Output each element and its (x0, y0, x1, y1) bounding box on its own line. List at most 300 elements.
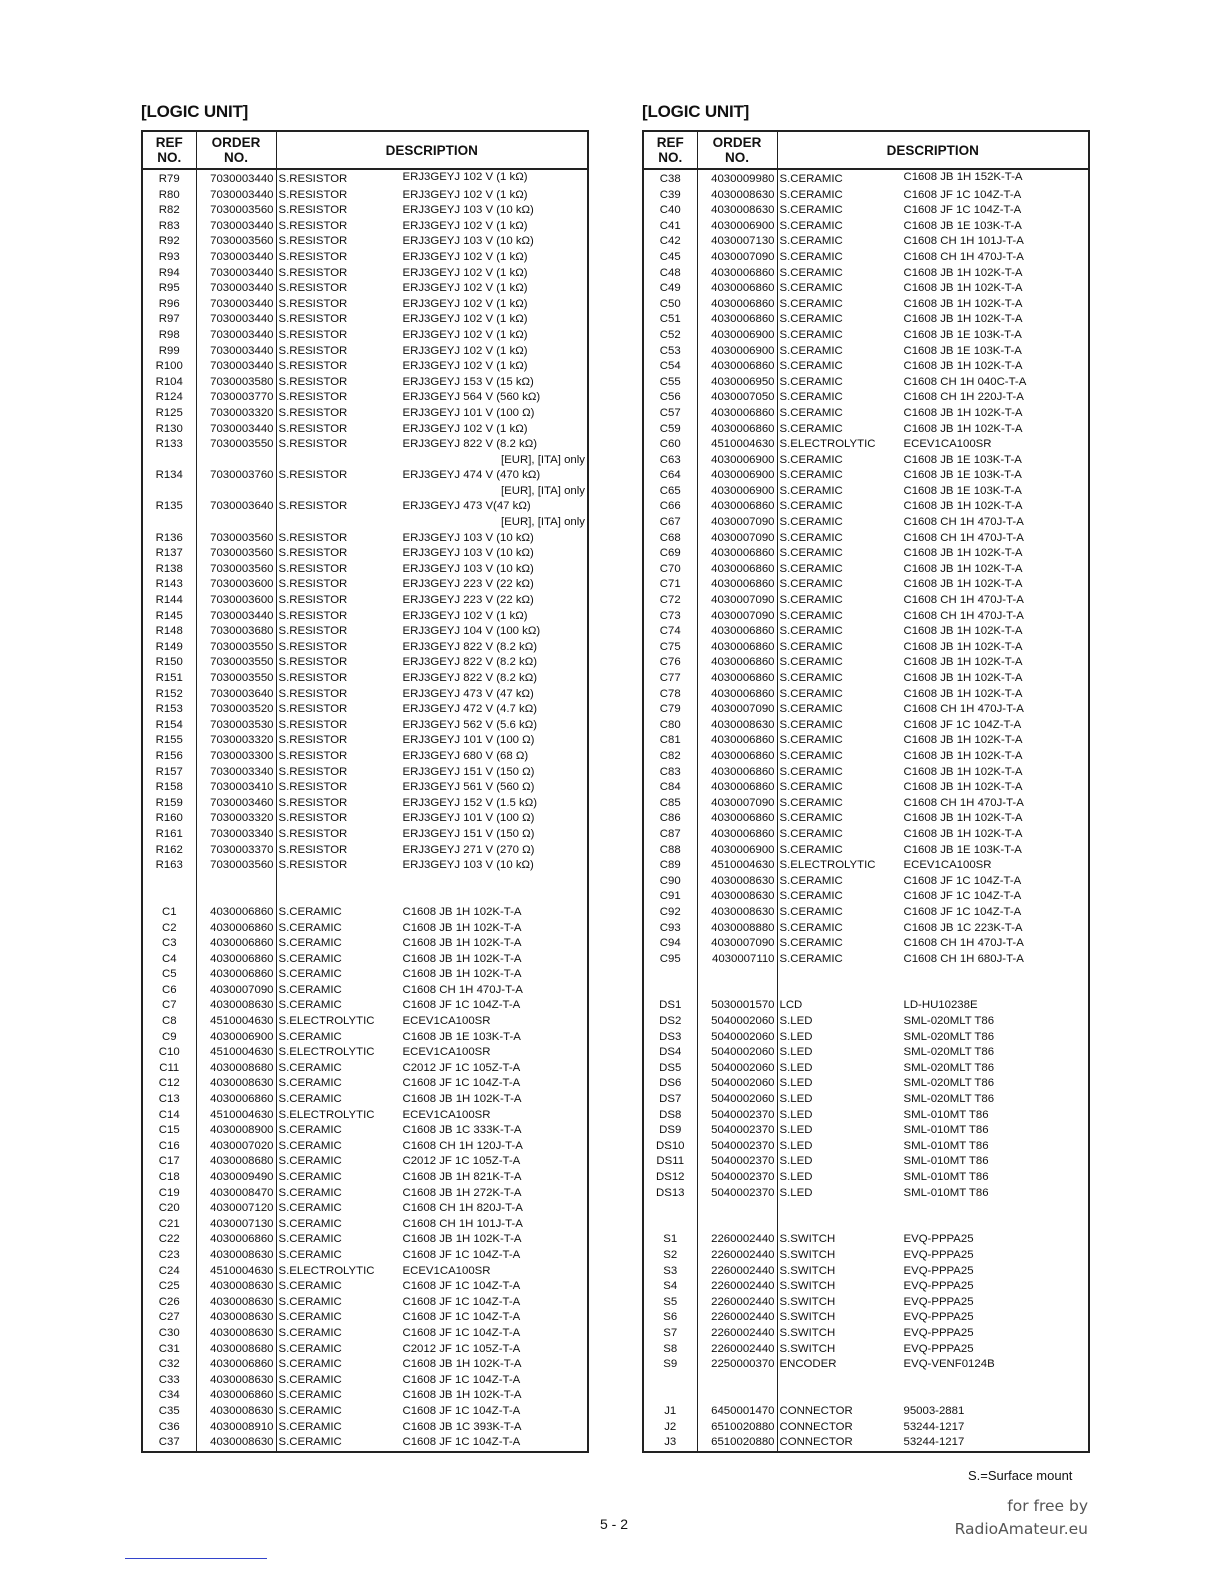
part-value: ERJ3GEYJ 103 V (10 kΩ) (402, 235, 534, 248)
table-row (142, 468, 588, 484)
description (276, 1076, 588, 1092)
order-no: 4030006860 (697, 811, 777, 827)
table-row (142, 1061, 588, 1077)
part-value: C1608 JF 1C 104Z-T-A (402, 1295, 521, 1308)
table-row (142, 328, 588, 344)
ref-no: R154 (142, 718, 196, 734)
order-no: 4030006860 (196, 921, 276, 937)
part-value: C1608 JB 1E 103K-T-A (903, 344, 1022, 357)
part-value: C1608 JF 1C 104Z-T-A (903, 905, 1022, 918)
part-value: C1608 JB 1H 102K-T-A (402, 952, 522, 965)
part-type: S.RESISTOR (278, 718, 348, 731)
left-table-body (142, 169, 588, 1452)
description (777, 1373, 1089, 1389)
part-type: S.CERAMIC (779, 952, 843, 965)
part-value: C1608 JF 1C 104Z-T-A (402, 1436, 521, 1449)
description (777, 609, 1089, 625)
description (777, 905, 1089, 921)
description (276, 1217, 588, 1233)
table-row (142, 702, 588, 718)
part-value: ERJ3GEYJ 102 V (1 kΩ) (402, 360, 528, 373)
ref-no: R137 (142, 546, 196, 562)
part-type: S.CERAMIC (779, 578, 843, 591)
description (777, 1295, 1089, 1311)
description (276, 780, 588, 796)
ref-no: C74 (643, 624, 697, 640)
ref-no: C38 (643, 169, 697, 188)
part-type: S.CERAMIC (278, 1217, 342, 1230)
part-type: S.CERAMIC (278, 1326, 342, 1339)
ref-no: S9 (643, 1357, 697, 1373)
ref-no: C88 (643, 843, 697, 859)
order-no: 4030007090 (697, 250, 777, 266)
part-value: C1608 JF 1C 104Z-T-A (402, 1311, 521, 1324)
part-value: ERJ3GEYJ 102 V (1 kΩ) (402, 609, 528, 622)
ref-no: S3 (643, 1264, 697, 1280)
part-type: S.RESISTOR (278, 672, 348, 684)
ref-no: C16 (142, 1139, 196, 1155)
description (276, 1232, 588, 1248)
description (276, 1170, 588, 1186)
part-value: ERJ3GEYJ 103 V (10 kΩ) (402, 859, 534, 872)
ref-no: C14 (142, 1108, 196, 1124)
table-row (643, 1076, 1089, 1092)
table-row (643, 1248, 1089, 1264)
description (276, 1108, 588, 1124)
part-type: S.CERAMIC (779, 500, 843, 513)
watermark-line2: RadioAmateur.eu (954, 1520, 1088, 1538)
ref-no: C23 (142, 1248, 196, 1264)
part-type: S.RESISTOR (278, 250, 348, 263)
order-no: 7030003440 (196, 219, 276, 235)
description (276, 1279, 588, 1295)
part-type: S.CERAMIC (278, 1077, 342, 1090)
ref-no: R92 (142, 234, 196, 250)
order-no: 4030006860 (697, 780, 777, 796)
table-row (142, 1217, 588, 1233)
table-row (142, 234, 588, 250)
part-value: C1608 JF 1C 104Z-T-A (402, 1404, 521, 1417)
order-no: 4030007090 (697, 936, 777, 952)
description (276, 188, 588, 204)
table-row (142, 250, 588, 266)
part-type: S.ELECTROLYTIC (779, 438, 876, 451)
description (276, 468, 588, 484)
ref-no (643, 967, 697, 983)
part-type: S.CERAMIC (278, 1124, 342, 1137)
description (276, 858, 588, 874)
table-row (643, 733, 1089, 749)
order-no: 7030003640 (196, 499, 276, 515)
ref-no: R151 (142, 671, 196, 687)
part-value: C1608 JB 1E 103K-T-A (903, 219, 1022, 232)
order-no: 7030003440 (196, 297, 276, 313)
ref-no: C93 (643, 921, 697, 937)
part-type: S.CERAMIC (779, 484, 843, 497)
table-row (643, 843, 1089, 859)
ref-no: R100 (142, 359, 196, 375)
ref-no (142, 515, 196, 531)
description (777, 484, 1089, 500)
part-value: C1608 CH 1H 101J-T-A (402, 1217, 523, 1230)
description (276, 624, 588, 640)
description (276, 733, 588, 749)
part-value: C1608 JB 1C 333K-T-A (402, 1124, 522, 1137)
part-type: S.CERAMIC (779, 219, 843, 232)
description (777, 1248, 1089, 1264)
table-row (643, 702, 1089, 718)
ref-no: C56 (643, 390, 697, 406)
order-no: 4030006860 (196, 1232, 276, 1248)
order-no: 5040002370 (697, 1154, 777, 1170)
part-type: S.LED (779, 1186, 813, 1199)
description (276, 952, 588, 968)
part-value: 95003-2881 (903, 1404, 965, 1417)
order-no: 4030006860 (697, 266, 777, 282)
table-row (643, 359, 1089, 375)
ref-no: R145 (142, 609, 196, 625)
ref-no: R148 (142, 624, 196, 640)
ref-no: C81 (643, 733, 697, 749)
description (276, 718, 588, 734)
part-type: S.CERAMIC (779, 812, 843, 825)
order-no: 7030003340 (196, 827, 276, 843)
part-type: S.CERAMIC (278, 1155, 342, 1168)
table-row (142, 359, 588, 375)
ref-no-header: REF NO. (643, 131, 697, 169)
description (276, 406, 588, 422)
description (777, 546, 1089, 562)
table-row (142, 983, 588, 999)
part-type: S.RESISTOR (278, 687, 348, 700)
order-no: 7030003440 (196, 609, 276, 625)
part-type: S.CERAMIC (779, 672, 843, 684)
part-value: C1608 CH 1H 470J-T-A (903, 531, 1024, 544)
part-type: S.LED (779, 1046, 813, 1059)
order-no: 4030008630 (196, 1404, 276, 1420)
part-type: S.RESISTOR (278, 422, 348, 435)
ref-no: C59 (643, 422, 697, 438)
ref-no: C71 (643, 577, 697, 593)
table-row (643, 967, 1089, 983)
part-type: S.RESISTOR (278, 313, 348, 326)
table-row (142, 1014, 588, 1030)
part-value: C1608 JB 1H 102K-T-A (903, 282, 1023, 295)
ref-no: C52 (643, 328, 697, 344)
table-row (142, 1295, 588, 1311)
ref-no: C2 (142, 921, 196, 937)
ref-no: C64 (643, 468, 697, 484)
order-no: 4030008900 (196, 1123, 276, 1139)
part-type: S.RESISTOR (278, 547, 348, 560)
table-row (643, 858, 1089, 874)
part-type: S.CERAMIC (779, 188, 843, 201)
part-type: S.RESISTOR (278, 703, 348, 716)
table-row (643, 203, 1089, 219)
order-no: 4030008680 (196, 1154, 276, 1170)
part-type: S.CERAMIC (779, 718, 843, 731)
description (276, 905, 588, 921)
part-value: LD-HU10238E (903, 999, 978, 1012)
part-value: C1608 JB 1H 102K-T-A (903, 360, 1023, 373)
part-value: C1608 JB 1E 103K-T-A (903, 484, 1022, 497)
ref-no: DS10 (643, 1139, 697, 1155)
table-row (643, 188, 1089, 204)
part-value: SML-020MLT T86 (903, 1015, 995, 1028)
table-row (643, 468, 1089, 484)
table-row (142, 796, 588, 812)
part-value: C1608 CH 1H 470J-T-A (903, 609, 1024, 622)
table-row (142, 1108, 588, 1124)
description (276, 998, 588, 1014)
order-no: 5040002060 (697, 1061, 777, 1077)
part-value: ERJ3GEYJ 680 V (68 Ω) (402, 749, 529, 762)
description (777, 390, 1089, 406)
table-row (142, 921, 588, 937)
description (276, 1139, 588, 1155)
order-no (196, 874, 276, 890)
part-value: C1608 JF 1C 104Z-T-A (402, 1248, 521, 1261)
ref-no: DS13 (643, 1186, 697, 1202)
part-value: ERJ3GEYJ 151 V (150 Ω) (402, 827, 535, 840)
table-row (142, 437, 588, 453)
part-type: S.CERAMIC (779, 905, 843, 918)
ref-no: C18 (142, 1170, 196, 1186)
order-no: 7030003300 (196, 749, 276, 765)
ref-no: C57 (643, 406, 697, 422)
table-row (142, 375, 588, 391)
order-no: 4030006860 (697, 655, 777, 671)
description (777, 952, 1089, 968)
part-value: SML-020MLT T86 (903, 1077, 995, 1090)
part-type: S.RESISTOR (278, 640, 348, 653)
part-type: S.CERAMIC (779, 609, 843, 622)
ref-no: S5 (643, 1295, 697, 1311)
description (276, 889, 588, 905)
description (276, 437, 588, 453)
ref-no: R130 (142, 422, 196, 438)
part-type: S.RESISTOR (278, 827, 348, 840)
table-row (142, 874, 588, 890)
description (777, 1388, 1089, 1404)
ref-no: C92 (643, 905, 697, 921)
order-no: 5040002060 (697, 1014, 777, 1030)
ref-no: R159 (142, 796, 196, 812)
ref-no: C82 (643, 749, 697, 765)
part-type: S.RESISTOR (278, 469, 348, 482)
part-value: C1608 JB 1H 102K-T-A (402, 1389, 522, 1402)
part-type: S.CERAMIC (779, 375, 843, 388)
order-no: 4030006860 (697, 312, 777, 328)
table-row (643, 344, 1089, 360)
order-no: 4030008630 (196, 998, 276, 1014)
ref-no: R79 (142, 169, 196, 188)
description (276, 827, 588, 843)
part-value: C1608 JB 1H 102K-T-A (903, 313, 1023, 326)
ref-no: C31 (142, 1342, 196, 1358)
table-row (142, 577, 588, 593)
table-row (142, 998, 588, 1014)
table-row (142, 1030, 588, 1046)
part-type: S.LED (779, 1030, 813, 1043)
table-row (643, 998, 1089, 1014)
table-row (643, 655, 1089, 671)
description (276, 375, 588, 391)
table-row (643, 234, 1089, 250)
part-value: ERJ3GEYJ 103 V (10 kΩ) (402, 204, 534, 217)
part-type: S.SWITCH (779, 1311, 836, 1324)
table-row (142, 687, 588, 703)
part-value: C1608 JB 1H 102K-T-A (903, 547, 1023, 560)
part-value: ERJ3GEYJ 473 V(47 kΩ) (402, 500, 531, 513)
order-no: 4030008630 (196, 1076, 276, 1092)
table-row (643, 375, 1089, 391)
part-value: C1608 JB 1H 272K-T-A (402, 1186, 522, 1199)
description (777, 437, 1089, 453)
ref-no: C68 (643, 531, 697, 547)
order-no: 4030008630 (697, 718, 777, 734)
ref-no: R95 (142, 281, 196, 297)
description (777, 1123, 1089, 1139)
part-type: S.SWITCH (779, 1280, 836, 1293)
description (276, 967, 588, 983)
order-no: 7030003640 (196, 687, 276, 703)
part-type: S.LED (779, 1155, 813, 1168)
table-row (643, 889, 1089, 905)
table-row (142, 562, 588, 578)
table-row (142, 203, 588, 219)
part-type: S.RESISTOR (278, 578, 348, 591)
part-type: S.RESISTOR (278, 562, 348, 575)
part-value: EVQ-PPPA25 (903, 1248, 974, 1261)
part-type: S.CERAMIC (779, 937, 843, 950)
description (777, 1076, 1089, 1092)
ref-no: R134 (142, 468, 196, 484)
part-value: ERJ3GEYJ 103 V (10 kΩ) (402, 547, 534, 560)
part-type: S.CERAMIC (278, 1295, 342, 1308)
description (777, 1435, 1089, 1452)
part-type: S.CERAMIC (278, 1248, 342, 1261)
order-no: 7030003460 (196, 796, 276, 812)
order-no: 4030006860 (697, 281, 777, 297)
ref-no: R156 (142, 749, 196, 765)
order-no: 5040002060 (697, 1092, 777, 1108)
order-no: 4030008630 (196, 1248, 276, 1264)
order-no: 4030008630 (196, 1435, 276, 1452)
description (777, 1154, 1089, 1170)
order-no: 7030003440 (196, 344, 276, 360)
part-type: S.CERAMIC (779, 344, 843, 357)
part-value: ERJ3GEYJ 103 V (10 kΩ) (402, 531, 534, 544)
order-no: 7030003320 (196, 406, 276, 422)
ref-no: S7 (643, 1326, 697, 1342)
part-value: C1608 CH 1H 470J-T-A (903, 250, 1024, 263)
part-type: S.CERAMIC (278, 1061, 342, 1074)
order-no: 5040002060 (697, 1030, 777, 1046)
part-value: C1608 JB 1H 102K-T-A (402, 921, 522, 934)
ref-no: DS3 (643, 1030, 697, 1046)
ref-no: C7 (142, 998, 196, 1014)
ref-no: C63 (643, 453, 697, 469)
description (777, 718, 1089, 734)
table-row (643, 312, 1089, 328)
part-type: S.RESISTOR (278, 625, 348, 638)
part-value: ERJ3GEYJ 102 V (1 kΩ) (402, 282, 528, 295)
table-row (142, 1123, 588, 1139)
order-no: 4030006860 (697, 422, 777, 438)
ref-no: R150 (142, 655, 196, 671)
ref-no: DS5 (643, 1061, 697, 1077)
ref-no: R80 (142, 188, 196, 204)
ref-no: C39 (643, 188, 697, 204)
part-type: CONNECTOR (779, 1404, 853, 1417)
description (777, 188, 1089, 204)
part-value: C1608 JB 1C 223K-T-A (903, 921, 1023, 934)
part-type: S.CERAMIC (779, 781, 843, 794)
part-value: C1608 CH 1H 470J-T-A (903, 796, 1024, 809)
part-value: C1608 JB 1H 102K-T-A (402, 937, 522, 950)
table-row (142, 1404, 588, 1420)
ref-no: C87 (643, 827, 697, 843)
table-row (643, 546, 1089, 562)
table-row (142, 1154, 588, 1170)
part-type: S.RESISTOR (278, 297, 348, 310)
description (777, 1264, 1089, 1280)
order-no: 4030006860 (196, 1357, 276, 1373)
order-no: 4030007130 (196, 1217, 276, 1233)
order-no: 4030006950 (697, 375, 777, 391)
table-row (142, 1232, 588, 1248)
description-header: DESCRIPTION (276, 131, 588, 169)
ref-no: C50 (643, 297, 697, 313)
order-no: 7030003560 (196, 546, 276, 562)
description (777, 998, 1089, 1014)
part-value: SML-020MLT T86 (903, 1061, 995, 1074)
ref-no: C11 (142, 1061, 196, 1077)
part-type: S.CERAMIC (779, 250, 843, 263)
part-type: S.SWITCH (779, 1326, 836, 1339)
part-type: S.RESISTOR (278, 812, 348, 825)
table-row (643, 1061, 1089, 1077)
part-type: S.RESISTOR (278, 749, 348, 762)
description (276, 1342, 588, 1358)
part-value: SML-010MT T86 (903, 1139, 989, 1152)
ref-no: C51 (643, 312, 697, 328)
order-no: 4030006860 (196, 1092, 276, 1108)
description-header: DESCRIPTION (777, 131, 1089, 169)
part-value: SML-020MLT T86 (903, 1030, 995, 1043)
description (777, 765, 1089, 781)
part-type: S.LED (779, 1139, 813, 1152)
order-no: 4030008880 (697, 921, 777, 937)
part-type: S.CERAMIC (779, 469, 843, 482)
table-row (142, 1092, 588, 1108)
order-no: 4030006900 (697, 468, 777, 484)
ref-no: C1 (142, 905, 196, 921)
part-type: S.RESISTOR (278, 328, 348, 341)
part-type: S.SWITCH (779, 1264, 836, 1277)
order-no: 4030006900 (196, 1030, 276, 1046)
table-row (643, 1373, 1089, 1389)
ref-no: C49 (643, 281, 697, 297)
description (276, 297, 588, 313)
order-no (697, 983, 777, 999)
order-no: 4030007090 (196, 983, 276, 999)
order-no: 5030001570 (697, 998, 777, 1014)
table-row (643, 936, 1089, 952)
ref-no: C10 (142, 1045, 196, 1061)
part-value: C1608 JF 1C 104Z-T-A (402, 1077, 521, 1090)
